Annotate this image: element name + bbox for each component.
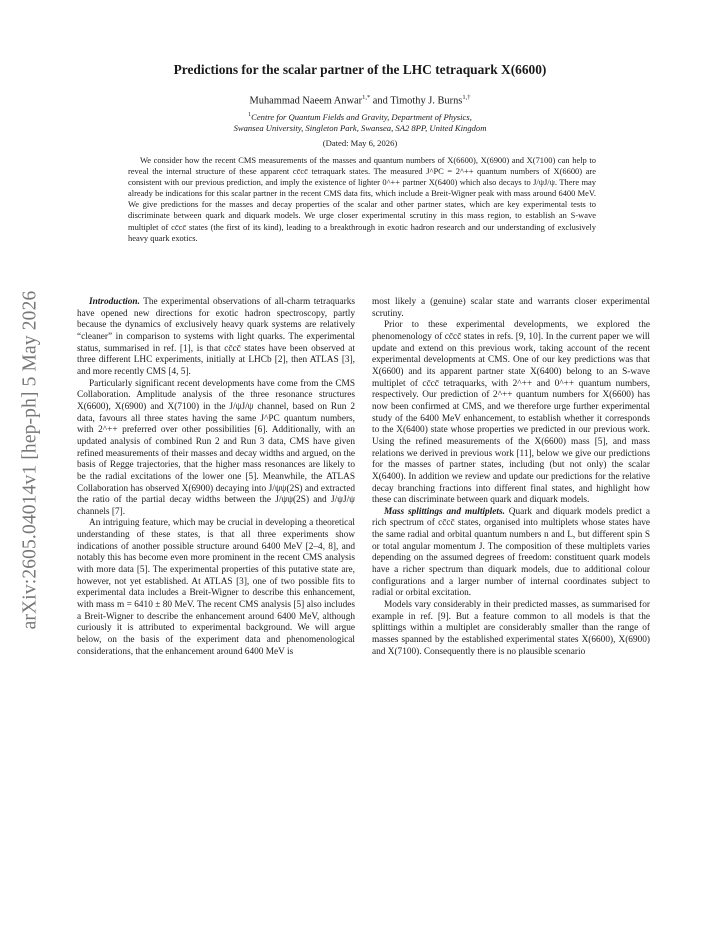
paragraph: Models vary considerably in their predicted masses, as summarised for example in ref. [9]. But a feature common to all models is that the splittings within a multiplet are considerably smaller than the range of masses spanned by the established experimental states X(6600), X(6900) and X(7100). Consequently there is no plausible scenario xyxy=(372,600,650,657)
author-name: Muhammad Naeem Anwar xyxy=(249,95,363,107)
paragraph: most likely a (genuine) scalar state and warrants closer experimental scrutiny. xyxy=(372,297,650,319)
section-heading: Introduction. xyxy=(89,297,140,307)
affiliation xyxy=(90,110,630,135)
paragraph: Prior to these experimental developments, we explored the phenomenology of cc̄cc̄ states in refs. [9, 10]. In the current paper we will update and extend on this previous work, taking account of the recent experimental developments at CMS. One of our key predictions was that X(6600) and its apparent partner state X(6400) belong to an S-wave multiplet of cc̄cc̄ tetraquarks, with 2^++ and 0^++ quantum numbers, respectively. Our prediction of 2^++ quantum numbers for X(6600) has now been confirmed at CMS, and we therefore urge further experimental study of the 6400 MeV enhancement, to establish whether it corresponds to the X(6400) state whose properties we predicted in our previous work. Using the refined measurements of the X(6600) mass [5], and mass relations we derived in previous work [11], below we give our predictions for the masses of partner states, including (but not only) the scalar X(6400). In addition we review and update our predictions for the relative decay branching fractions into different final states, and highlight how these can discriminate between quark and diquark models. xyxy=(372,320,650,506)
paper-title: Predictions for the scalar partner of the LHC tetraquark X(6600) xyxy=(173,62,547,77)
author-affiliation-mark: 1,* xyxy=(362,94,371,101)
paragraph: Mass splittings and multiplets. Quark and diquark models predict a rich spectrum of cc̄cc̄ states, organised into multiplets whose states have the same radial and orbital quantum numbers n and L, but different spin S or total angular momentum J. The composition of these multiplets varies depending on the assumed degrees of freedom: constituent quark models have a richer spectrum than diquark models, due to additional colour configurations and a larger number of internal coordinates subject to radial or orbital excitation. xyxy=(372,506,650,599)
body-column-right xyxy=(372,297,650,658)
affiliation-line: $^1$Centre for Quantum Fields and Gravity, Department of Physics, xyxy=(248,111,472,122)
author-affiliation-mark: 1,† xyxy=(462,94,471,101)
abstract: We consider how the recent CMS measurements of the masses and quantum numbers of X(6600), X(6900) and X(7100) can help to reveal the internal structure of these apparent cc̄cc̄ tetraquark states. The measured J^PC = 2^++ quantum numbers of X(6600) are consistent with our previous prediction, and imply the existence of lighter 0^++ partner X(6400) which also decays to J/ψJ/ψ. There may already be indications for this scalar partner in the recent CMS data fits, which include a Breit-Wigner peak with mass around 6400 MeV. We give predictions for the masses and decay properties of the scalar and other partner states, which are key experimental tests to discriminate between quark and diquark models. We urge closer experimental scrutiny in this mass region, to establish an S-wave multiplet of cc̄cc̄ states (the first of its kind), leading to a breakthrough in exotic hadron research and our understanding of exclusively heavy quark exotics. xyxy=(128,155,596,243)
arxiv-id-text: arXiv:2605.04014v1 [hep-ph] 5 May 2026 xyxy=(19,290,40,630)
affiliation-mark: 1 xyxy=(248,112,252,118)
paragraph: An intriguing feature, which may be crucial in developing a theoretical understanding of these states, is that all three experiments show indications of another possible structure around 6400 MeV [2–4, 8], and notably this has become even more prominent in the recent CMS analysis with more data [5]. The experimental properties of this putative state are, however, not yet established. At ATLAS [3], one of two possible fits to experimental data includes a Breit-Wigner to describe this enhancement, with mass m = 6410 ± 80 MeV. The recent CMS analysis [5] also includes a Breit-Wigner to describe the enhancement around 6400 MeV, although curiously it is attributed to experimental background. We will argue below, on the basis of the experiment data and phenomenological considerations, that the enhancement around 6400 MeV is xyxy=(77,518,355,657)
author-conjunction: and xyxy=(370,95,391,107)
paragraph: Particularly significant recent developments have come from the CMS Collaboration. Amplitude analysis of the three resonance structures X(6600), X(6900) and X(7100) in the J/ψJ/ψ channel, based on Run 2 data, favours all three states having the same J^PC quantum numbers, with 2^++ preferred over other possibilities [6]. Additionally, with an updated analysis of combined Run 2 and Run 3 data, CMS have given refined measurements of their masses and decay widths and argued, on the basis of Regge trajectories, that the higher mass resonances are likely to be the radial excitations of the lower one [5]. Meanwhile, the ATLAS Collaboration has observed X(6900) decaying into J/ψψ(2S) and extracted the ratio of the partial decay widths between the J/ψψ(2S) and J/ψJ/ψ channels [7]. xyxy=(77,378,355,517)
author-list xyxy=(90,94,630,106)
body-column-left xyxy=(77,297,355,658)
section-heading: Mass splittings and multiplets. xyxy=(384,506,505,517)
date-line: (Dated: May 6, 2026) xyxy=(322,138,398,148)
affiliation-line: Swansea University, Singleton Park, Swansea, SA2 8PP, United Kingdom xyxy=(233,123,487,134)
author-name: Timothy J. Burns xyxy=(390,95,463,107)
arxiv-identifier-stamp xyxy=(10,270,50,650)
paragraph: Introduction. The experimental observations of all-charm tetraquarks have opened new directions for exotic hadron spectroscopy, partly because the dynamics of exclusively heavy quark systems are relatively “cleaner” in comparison to systems with light quarks. The experimental status, summarised in ref. [1], is that cc̄cc̄ states have been observed at three different LHC experiments, initially at LHCb [2], then ATLAS [3], and more recently CMS [4, 5]. xyxy=(77,297,356,377)
